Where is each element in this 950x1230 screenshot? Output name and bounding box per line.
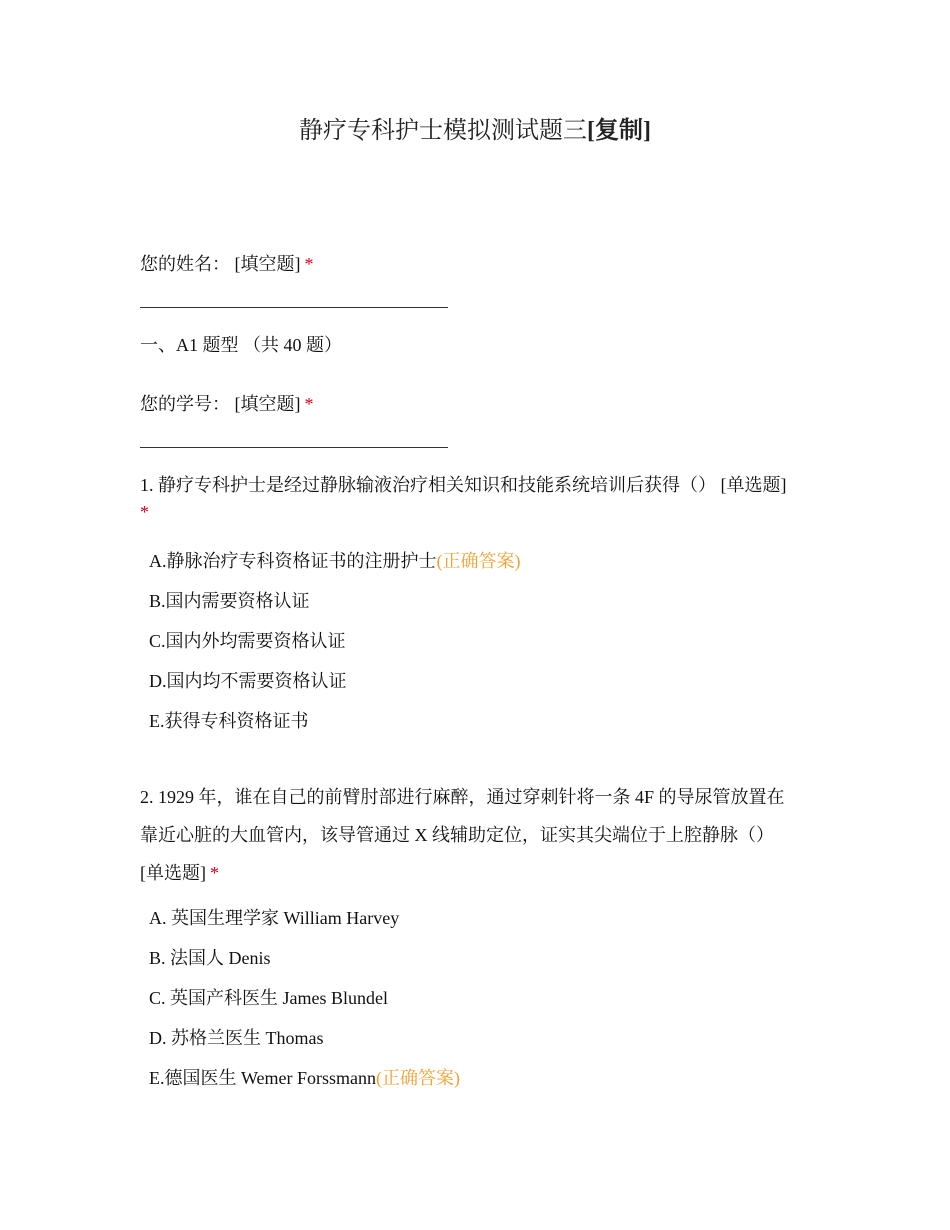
option-text: E.德国医生 Wemer Forssmann xyxy=(149,1068,377,1088)
title-text: 静疗专科护士模拟测试题三 xyxy=(299,118,587,144)
option-text: C.国内外均需要资格认证 xyxy=(149,631,346,651)
option-2e[interactable] xyxy=(149,1058,460,1098)
question-2-text-line2: 靠近心脏的大血管内，该导管通过 X 线辅助定位，证实其尖端位于上腔静脉（） xyxy=(140,825,774,845)
option-text: D.国内均不需要资格认证 xyxy=(149,671,347,691)
option-1c[interactable] xyxy=(149,621,521,661)
student-id-type: [填空题] xyxy=(234,394,301,414)
required-marker: * xyxy=(304,254,314,274)
name-label: 您的姓名： xyxy=(140,254,230,274)
required-marker: * xyxy=(210,863,219,883)
option-1a[interactable] xyxy=(149,541,521,581)
question-1-options xyxy=(149,541,521,741)
question-2 xyxy=(140,778,820,892)
student-id-input-line[interactable] xyxy=(140,447,448,448)
option-2c[interactable] xyxy=(149,978,460,1018)
correct-answer-badge: (正确答案) xyxy=(376,1068,461,1088)
required-marker: * xyxy=(304,394,314,414)
question-2-options xyxy=(149,898,460,1098)
option-text: B.国内需要资格认证 xyxy=(149,591,310,611)
required-marker: * xyxy=(140,502,149,522)
question-2-type: [单选题] xyxy=(140,863,206,883)
name-input-line[interactable] xyxy=(140,307,448,308)
option-text: B. 法国人 Denis xyxy=(149,948,271,968)
option-1b[interactable] xyxy=(149,581,521,621)
correct-answer-badge: (正确答案) xyxy=(436,551,521,571)
name-type: [填空题] xyxy=(234,254,301,274)
option-text: A.静脉治疗专科资格证书的注册护士 xyxy=(149,551,437,571)
option-text: D. 苏格兰医生 Thomas xyxy=(149,1028,324,1048)
question-1-text: 1. 静疗专科护士是经过静脉输液治疗相关知识和技能系统培训后获得（） [单选题] xyxy=(140,475,787,495)
option-2b[interactable] xyxy=(149,938,460,978)
option-text: A. 英国生理学家 William Harvey xyxy=(149,908,400,928)
option-text: C. 英国产科医生 James Blundel xyxy=(149,988,388,1008)
section-heading: 一、A1 题型 （共 40 题） xyxy=(140,335,342,355)
option-1e[interactable] xyxy=(149,701,521,741)
page-title xyxy=(0,110,950,145)
question-2-text-line1: 2. 1929 年，谁在自己的前臂肘部进行麻醉，通过穿刺针将一条 4F 的导尿管放置在 xyxy=(140,787,785,807)
option-1d[interactable] xyxy=(149,661,521,701)
name-field-label xyxy=(140,252,820,276)
title-suffix: [复制] xyxy=(587,118,651,144)
option-text: E.获得专科资格证书 xyxy=(149,711,309,731)
option-2d[interactable] xyxy=(149,1018,460,1058)
question-1 xyxy=(140,466,820,526)
student-id-field-label xyxy=(140,392,820,416)
student-id-label: 您的学号： xyxy=(140,394,230,414)
option-2a[interactable] xyxy=(149,898,460,938)
question-2-text-line3 xyxy=(140,854,820,892)
